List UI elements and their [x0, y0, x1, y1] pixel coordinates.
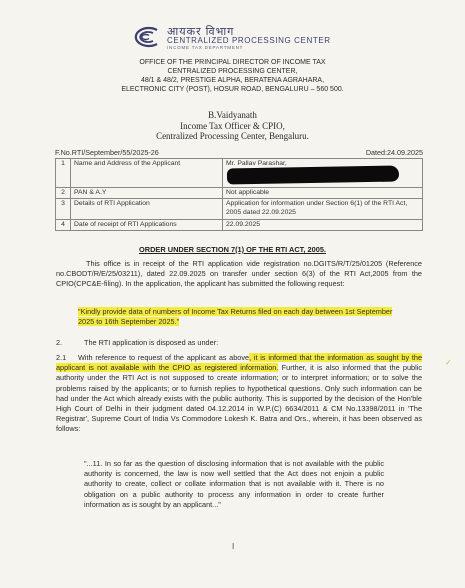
- row-key: Name and Address of the Applicant: [71, 159, 223, 188]
- cpc-logo-icon: [127, 26, 163, 48]
- paragraph-2-1: [56, 353, 422, 435]
- signatory-name: B.Vaidyanath: [208, 110, 257, 120]
- paragraph-text: With reference to request of the applicant as above: [78, 353, 250, 362]
- row-number: 1: [56, 159, 71, 188]
- org-name: CENTRALIZED PROCESSING CENTER: [167, 36, 331, 45]
- row-value: Application for information under Section 6(1) of the RTI Act, 2005 dated 22.09.2025: [223, 199, 423, 219]
- table-row: [56, 187, 423, 199]
- row-number: 4: [56, 219, 71, 231]
- applicant-name: Mr. Pallav Parashar,: [226, 160, 287, 167]
- paragraph-number: 2.: [56, 338, 63, 347]
- letterhead: [127, 24, 367, 50]
- row-number: 2: [56, 187, 71, 199]
- order-title: ORDER UNDER SECTION 7(1) OF THE RTI ACT, 2005.: [139, 245, 326, 254]
- page-mark: I: [232, 542, 235, 551]
- highlighted-request: "Kindly provide data of numbers of Income Tax Returns filed on each day between 1st September 2025 to 16th September 2025.": [78, 307, 393, 327]
- highlighted-text: , it is informed that the information as sought by the applicant is not available with the CPIO as registered information.: [56, 353, 423, 373]
- margin-mark: ✓: [445, 358, 452, 367]
- row-key: Details of RTI Application: [71, 199, 223, 219]
- address-line: 48/1 & 48/2, PRESTIGE ALPHA, BERATENA AGRAHARA,: [140, 77, 325, 84]
- office-address: [0, 58, 465, 94]
- signatory-designation: Income Tax Officer & CPIO,: [180, 120, 285, 131]
- table-row: [56, 219, 423, 231]
- court-quote: "...11. In so far as the question of disclosing information that is not available with the public authority is concerned, the law is now well settled that the Act does not enjoin a public authority to create, collect or collate information that is not available with it. There is no obligation on a public authority to process any information in order to create further information as is sought by an applicant...": [84, 459, 384, 509]
- address-line: CENTRALIZED PROCESSING CENTER,: [167, 68, 298, 75]
- paragraph-text: Further, it is also informed that the public authority under the RTI Act is not supposed to create information; or to interpret information; or to solve the problems raised by the applicants; or to furnish replies to hypothetical questions. Only such information can be had under the Act which already exists with the public authority. This is supported by the decision of the Hon'ble High Court of Delhi in their judgment dated 04.12.2014 in W.P.(C) 6634/2011 & CM No.13398/2011 in 'The Registrar', Supreme Court of India Vs Commodore Lokesh K. Batra and Ors., wherein, it has been observed as follows:: [56, 363, 422, 434]
- row-value: Not applicable: [223, 187, 423, 199]
- table-row: [56, 199, 423, 219]
- paragraph-receipt: [56, 259, 422, 290]
- org-hindi-name: आयकर विभाग: [167, 26, 235, 38]
- row-key: Date of receipt of RTI Applications: [71, 219, 223, 231]
- address-line: ELECTRONIC CITY (POST), HOSUR ROAD, BENGALURU – 560 500.: [121, 86, 344, 93]
- redaction-mark: [227, 166, 399, 185]
- paragraph-text: This office is in receipt of the RTI application vide registration no.DGITS/R/T/25/01205 (Reference no.CBODT/R/E/25/03211), dated 22.09.2025 on transfer under section 6(3) of the RTI Act,2005 from the CPIO(CPC&E-filing). In the application, the applicant has submitted the following request:: [56, 259, 422, 289]
- row-key: PAN & A.Y: [71, 187, 223, 199]
- file-date: Dated:24.09.2025: [365, 148, 423, 157]
- row-value: 22.09.2025: [223, 219, 423, 231]
- paragraph-number: 2.1: [56, 353, 67, 362]
- signatory-office: Centralized Processing Center, Bengaluru.: [156, 131, 309, 141]
- address-line: OFFICE OF THE PRINCIPAL DIRECTOR OF INCOME TAX: [139, 59, 326, 66]
- paragraph-text: The RTI application is disposed as under:: [84, 338, 219, 347]
- signatory-block: [0, 110, 465, 142]
- file-number: F.No.RTI/September/55/2025-26: [55, 148, 159, 157]
- file-reference-line: [55, 148, 423, 157]
- org-subtitle: INCOME TAX DEPARTMENT: [167, 45, 244, 50]
- applicant-request-quote: [78, 307, 400, 327]
- paragraph-disposal: [56, 338, 422, 348]
- row-number: 3: [56, 199, 71, 219]
